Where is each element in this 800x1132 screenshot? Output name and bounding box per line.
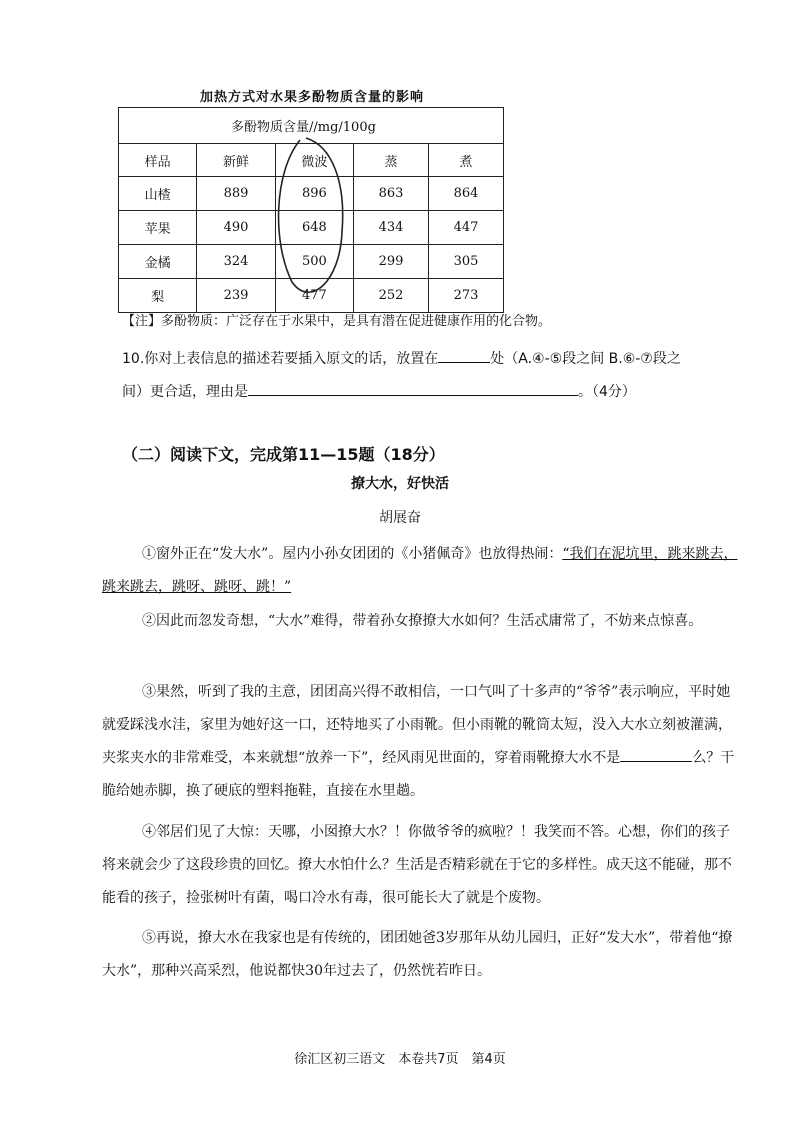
table-header: 样品 <box>119 144 197 177</box>
table-cell: 299 <box>354 245 429 279</box>
table-header: 微波 <box>275 144 353 177</box>
section-heading: （二）阅读下文，完成第11—15题（18分） <box>122 445 445 464</box>
question-10-text: 间）更合适，理由是 <box>122 384 248 400</box>
table-cell: 477 <box>275 279 353 313</box>
table-cell: 山楂 <box>119 177 197 211</box>
table-cell: 305 <box>428 245 503 279</box>
article-author: 胡展奋 <box>379 510 421 526</box>
table-header: 煮 <box>428 144 503 177</box>
question-10-text: 。（4分） <box>578 384 636 400</box>
question-10-text: 10.你对上表信息的描述若要插入原文的话，放置在 <box>122 351 439 367</box>
question-10 <box>122 343 762 409</box>
handwritten-circle-mark <box>270 132 350 302</box>
paragraph-text: 么？干脆给她赤脚，换了硬底的塑料拖鞋，直接在水里趟。 <box>102 750 735 799</box>
paragraph-text: ⑤再说，撩大水在我家也是有传统的，团团她爸3岁那年从幼儿园归，正好“发大水”，带着他“撩大水”，那种兴高采烈，他说都快30年过去了，仍然恍若昨日。 <box>102 930 733 979</box>
article-title: 撩大水，好快活 <box>351 476 449 492</box>
paragraph-text: ④邻居们见了大惊：天哪，小囡撩大水？！你做爷爷的疯啦？！我笑而不答。心想，你们的孩子将来就会少了这段珍贵的回忆。撩大水怕什么？生活是否精彩就在于它的多样性。成天这不能碰，那不能看的孩子，捡张树叶有菌，喝口冷水有毒，很可能长大了就是个废物。 <box>102 824 732 906</box>
answer-blank-position[interactable] <box>438 348 490 363</box>
paragraph-3 <box>102 676 742 808</box>
table-cell: 648 <box>275 211 353 245</box>
table-cell: 889 <box>197 177 275 211</box>
table-unit-label: 多酚物质含量//mg/100g <box>119 108 504 144</box>
table-cell: 273 <box>428 279 503 313</box>
paragraph-5 <box>102 922 742 988</box>
table-cell: 490 <box>197 211 275 245</box>
table-cell: 434 <box>354 211 429 245</box>
table-cell: 896 <box>275 177 353 211</box>
answer-blank-inline[interactable] <box>620 747 692 762</box>
underlined-quote: “我们在泥坑里，跳来跳去，跳来跳去，跳呀、跳呀、跳！” <box>102 546 738 595</box>
table-cell: 252 <box>354 279 429 313</box>
question-10-text: 处（A.④-⑤段之间 B.⑥-⑦段之 <box>490 351 681 367</box>
table-cell: 447 <box>428 211 503 245</box>
table-header: 蒸 <box>354 144 429 177</box>
table-cell: 苹果 <box>119 211 197 245</box>
answer-blank-reason[interactable] <box>248 381 578 396</box>
paragraph-text: ①窗外正在“发大水”。屋内小孙女团团的《小猪佩奇》也放得热闹： <box>142 546 563 562</box>
table-header: 新鲜 <box>197 144 275 177</box>
table-cell: 864 <box>428 177 503 211</box>
page-footer: 徐汇区初三语文 本卷共7页 第4页 <box>294 1052 506 1067</box>
paragraph-2 <box>102 605 742 638</box>
paragraph-text: ②因此而忽发奇想，“大水”难得，带着孙女撩撩大水如何？生活忒庸常了，不妨来点惊喜。 <box>142 613 703 629</box>
table-cell: 863 <box>354 177 429 211</box>
table-cell: 金橘 <box>119 245 197 279</box>
table-cell: 324 <box>197 245 275 279</box>
table-title: 加热方式对水果多酚物质含量的影响 <box>200 90 425 105</box>
paragraph-4 <box>102 816 742 915</box>
table-note: 【注】多酚物质：广泛存在于水果中，是具有潜在促进健康作用的化合物。 <box>122 314 552 329</box>
table-cell: 239 <box>197 279 275 313</box>
paragraph-1 <box>102 538 742 604</box>
table-cell: 500 <box>275 245 353 279</box>
paragraph-text: ③果然，听到了我的主意，团团高兴得不敢相信，一口气叫了十多声的“爷爷”表示响应，平时她就爱踩浅水洼，家里为她好这一口，还特地买了小雨靴。但小雨靴的靴筒太短，没入大水立刻被灌满，夹浆夹水的非常难受，本来就想“放养一下”，经风雨见世面的，穿着雨靴撩大水不是 <box>102 684 732 766</box>
table-cell: 梨 <box>119 279 197 313</box>
